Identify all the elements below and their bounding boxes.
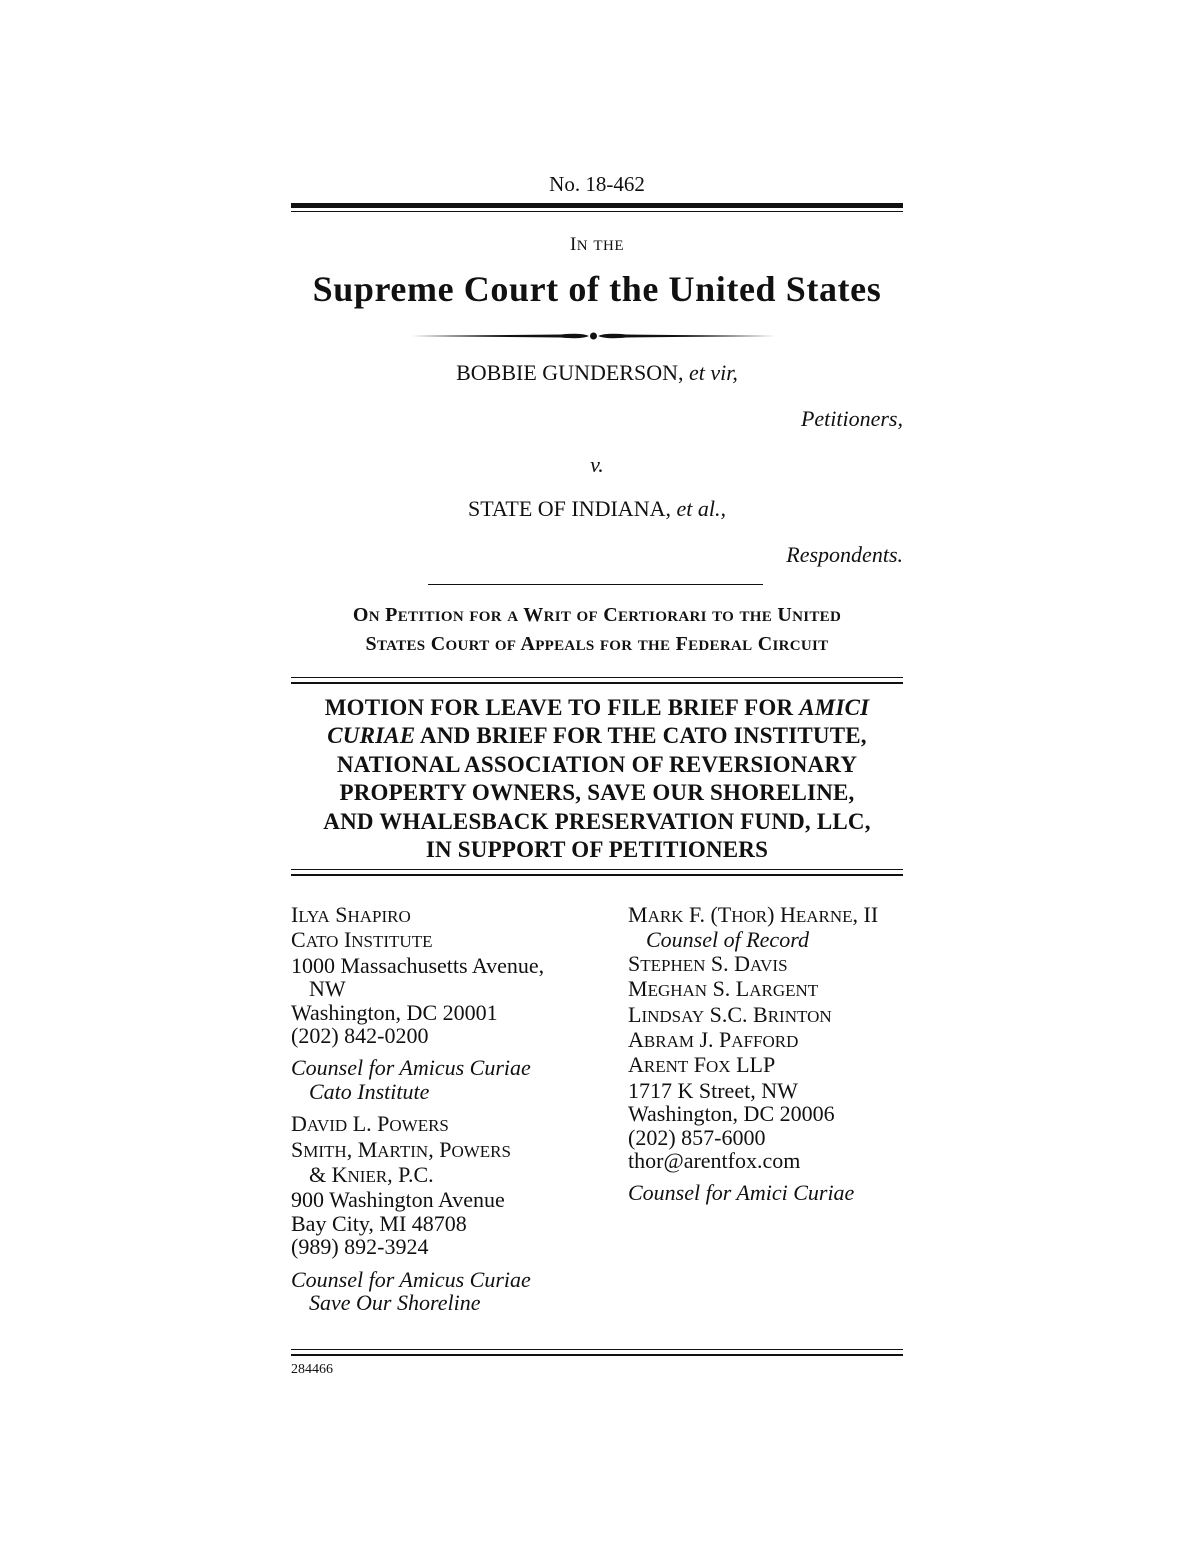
counsel-address: NW — [309, 976, 346, 1002]
counsel-role: Counsel for Amicus Curiae — [291, 1055, 531, 1081]
counsel-org: CATO INSTITUTE — [291, 927, 433, 953]
motion-line-1: MOTION FOR LEAVE TO FILE BRIEF FOR AMICI — [324, 695, 870, 720]
versus: v. — [590, 452, 604, 477]
counsel-phone: (202) 857-6000 — [628, 1124, 766, 1150]
counsel-address: 1000 Massachusetts Avenue, — [291, 952, 545, 978]
counsel-address: Washington, DC 20001 — [291, 999, 498, 1025]
counsel-phone: (989) 892-3924 — [291, 1234, 429, 1260]
petition-line: ON PETITION FOR A WRIT OF CERTIORARI TO THE UNITED — [352, 604, 842, 626]
counsel-name: MEGHAN S. LARGENT — [628, 976, 819, 1002]
ornamental-divider-icon — [411, 326, 776, 346]
motion-line-6: IN SUPPORT OF PETITIONERS — [425, 837, 769, 863]
petition-heading — [291, 602, 903, 660]
counsel-email: thor@arentfox.com — [628, 1148, 801, 1174]
counsel-name: ILYA SHAPIRO — [291, 902, 411, 927]
petition-line: STATES COURT OF APPEALS FOR THE FEDERAL CIRCUIT — [365, 633, 829, 655]
docket-number: No. 18-462 — [549, 172, 645, 196]
in-the-caption — [291, 234, 903, 256]
counsel-role: Save Our Shoreline — [309, 1290, 481, 1316]
counsel-name: LINDSAY S.C. BRINTON — [628, 1001, 832, 1027]
counsel-role: Counsel for Amicus Curiae — [291, 1266, 531, 1292]
counsel-left-column — [291, 903, 611, 1315]
petitioner-role: Petitioners, — [800, 406, 903, 431]
counsel-address: 900 Washington Avenue — [291, 1187, 505, 1213]
petitioner-line — [291, 360, 903, 386]
counsel-address: 1717 K Street, NW — [628, 1077, 798, 1103]
job-number: 284466 — [291, 1362, 333, 1377]
top-double-rule — [291, 203, 903, 208]
counsel-name: DAVID L. POWERS — [291, 1111, 449, 1137]
counsel-role: Cato Institute — [309, 1078, 430, 1104]
brief-cover-page — [291, 0, 903, 1554]
counsel-phone: (202) 842-0200 — [291, 1023, 429, 1049]
motion-line-4: PROPERTY OWNERS, SAVE OUR SHORELINE, — [339, 780, 855, 806]
in-the-text: IN THE — [569, 234, 625, 255]
counsel-right-column — [628, 903, 908, 1205]
petitioner-name: BOBBIE GUNDERSON, — [456, 360, 684, 385]
counsel-name: MARK F. (THOR) HEARNE, II — [628, 902, 879, 927]
motion-top-rule — [291, 677, 903, 678]
footer-rule — [291, 1349, 903, 1350]
counsel-role: Counsel for Amici Curiae — [628, 1180, 855, 1206]
counsel-address: Washington, DC 20006 — [628, 1101, 835, 1127]
motion-line-2: CURIAE AND BRIEF FOR THE CATO INSTITUTE, — [327, 723, 867, 749]
petitioner-suffix: et vir, — [688, 360, 738, 385]
motion-line-3: NATIONAL ASSOCIATION OF REVERSIONARY — [336, 751, 858, 777]
respondent-suffix: et al., — [676, 496, 726, 521]
counsel-name: STEPHEN S. DAVIS — [628, 950, 788, 976]
respondent-name: STATE OF INDIANA, — [468, 496, 671, 521]
motion-bottom-rule — [291, 869, 903, 870]
counsel-role: Counsel of Record — [646, 927, 809, 953]
counsel-firm: ARENT FOX LLP — [628, 1052, 776, 1078]
counsel-name: ABRAM J. PAFFORD — [628, 1027, 799, 1053]
motion-line-5: AND WHALESBACK PRESERVATION FUND, LLC, — [323, 808, 871, 834]
caption-divider — [428, 584, 763, 585]
respondent-line — [291, 496, 903, 522]
counsel-address: Bay City, MI 48708 — [291, 1210, 467, 1236]
counsel-firm: & KNIER, P.C. — [309, 1162, 434, 1188]
respondent-role: Respondents. — [786, 542, 903, 567]
counsel-firm: SMITH, MARTIN, POWERS — [291, 1136, 511, 1162]
court-name: Supreme Court of the United States — [312, 269, 882, 309]
motion-title — [291, 694, 903, 864]
